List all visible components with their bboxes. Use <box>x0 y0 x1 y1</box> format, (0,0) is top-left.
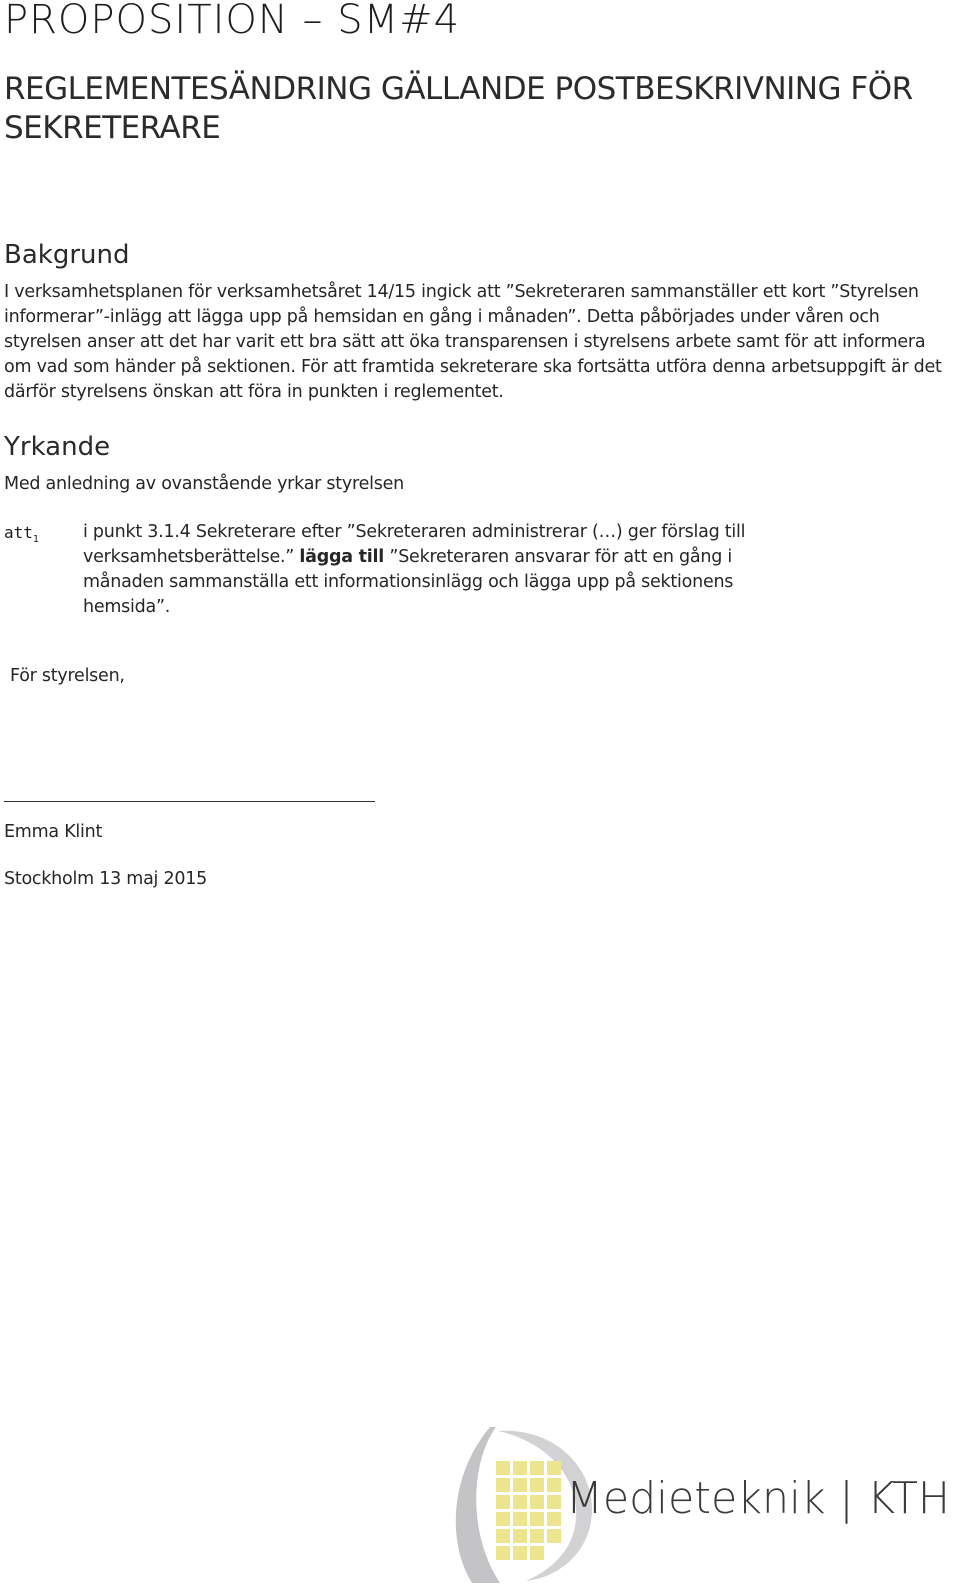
place-date: Stockholm 13 maj 2015 <box>4 869 208 889</box>
logo-squares-icon <box>496 1461 561 1560</box>
yrkande-heading: Yrkande <box>4 432 111 462</box>
bakgrund-heading: Bakgrund <box>4 240 130 270</box>
att-label-text: att <box>4 523 33 542</box>
att-bold-phrase: lägga till <box>299 547 385 567</box>
att-clause-text <box>83 520 813 620</box>
signature-line <box>4 801 375 802</box>
document-subtitle: REGLEMENTESÄNDRING GÄLLANDE POSTBESKRIVNING FÖR SEKRETERARE <box>4 71 913 146</box>
signer-name: Emma Klint <box>4 822 103 842</box>
att-text-part2: ”Sekreteraren ansvarar för att en gång i månaden sammanställa ett informationsinlägg och lägga upp på sektionens hemsida”. <box>83 547 734 617</box>
logo-text: Medieteknik | KTH <box>566 1473 950 1524</box>
bakgrund-paragraph: I verksamhetsplanen för verksamhetsåret 14/15 ingick att ”Sekreteraren sammanställer ett kort ”Styrelsen informerar”-inlägg att lägga upp på hemsidan en gång i månaden”. Detta påbörjades under våren och styrelsen anser att det har varit ett bra sätt att öka transparensen i styrelsens arbete samt för att informera om vad som händer på sektionen. För att framtida sekreterare ska fortsätta utföra denna arbetsuppgift är det därför styrelsens önskan att föra in punkten i reglementet. <box>4 282 942 402</box>
logo-swoosh-icon <box>456 1427 500 1583</box>
att-clause-number: 1 <box>32 534 39 546</box>
yrkande-intro: Med anledning av ovanstående yrkar styrelsen <box>4 474 404 494</box>
att-text-part1: i punkt 3.1.4 Sekreterare efter ”Sekreteraren administrerar (…) ger förslag till verksamhetsberättelse.” <box>83 522 746 567</box>
att-clause-label <box>4 520 39 552</box>
logo-graphic <box>442 1425 960 1584</box>
medieteknik-kth-logo <box>442 1425 960 1584</box>
document-title: PROPOSITION – SM#4 <box>4 0 461 43</box>
signoff-text: För styrelsen, <box>10 666 125 686</box>
